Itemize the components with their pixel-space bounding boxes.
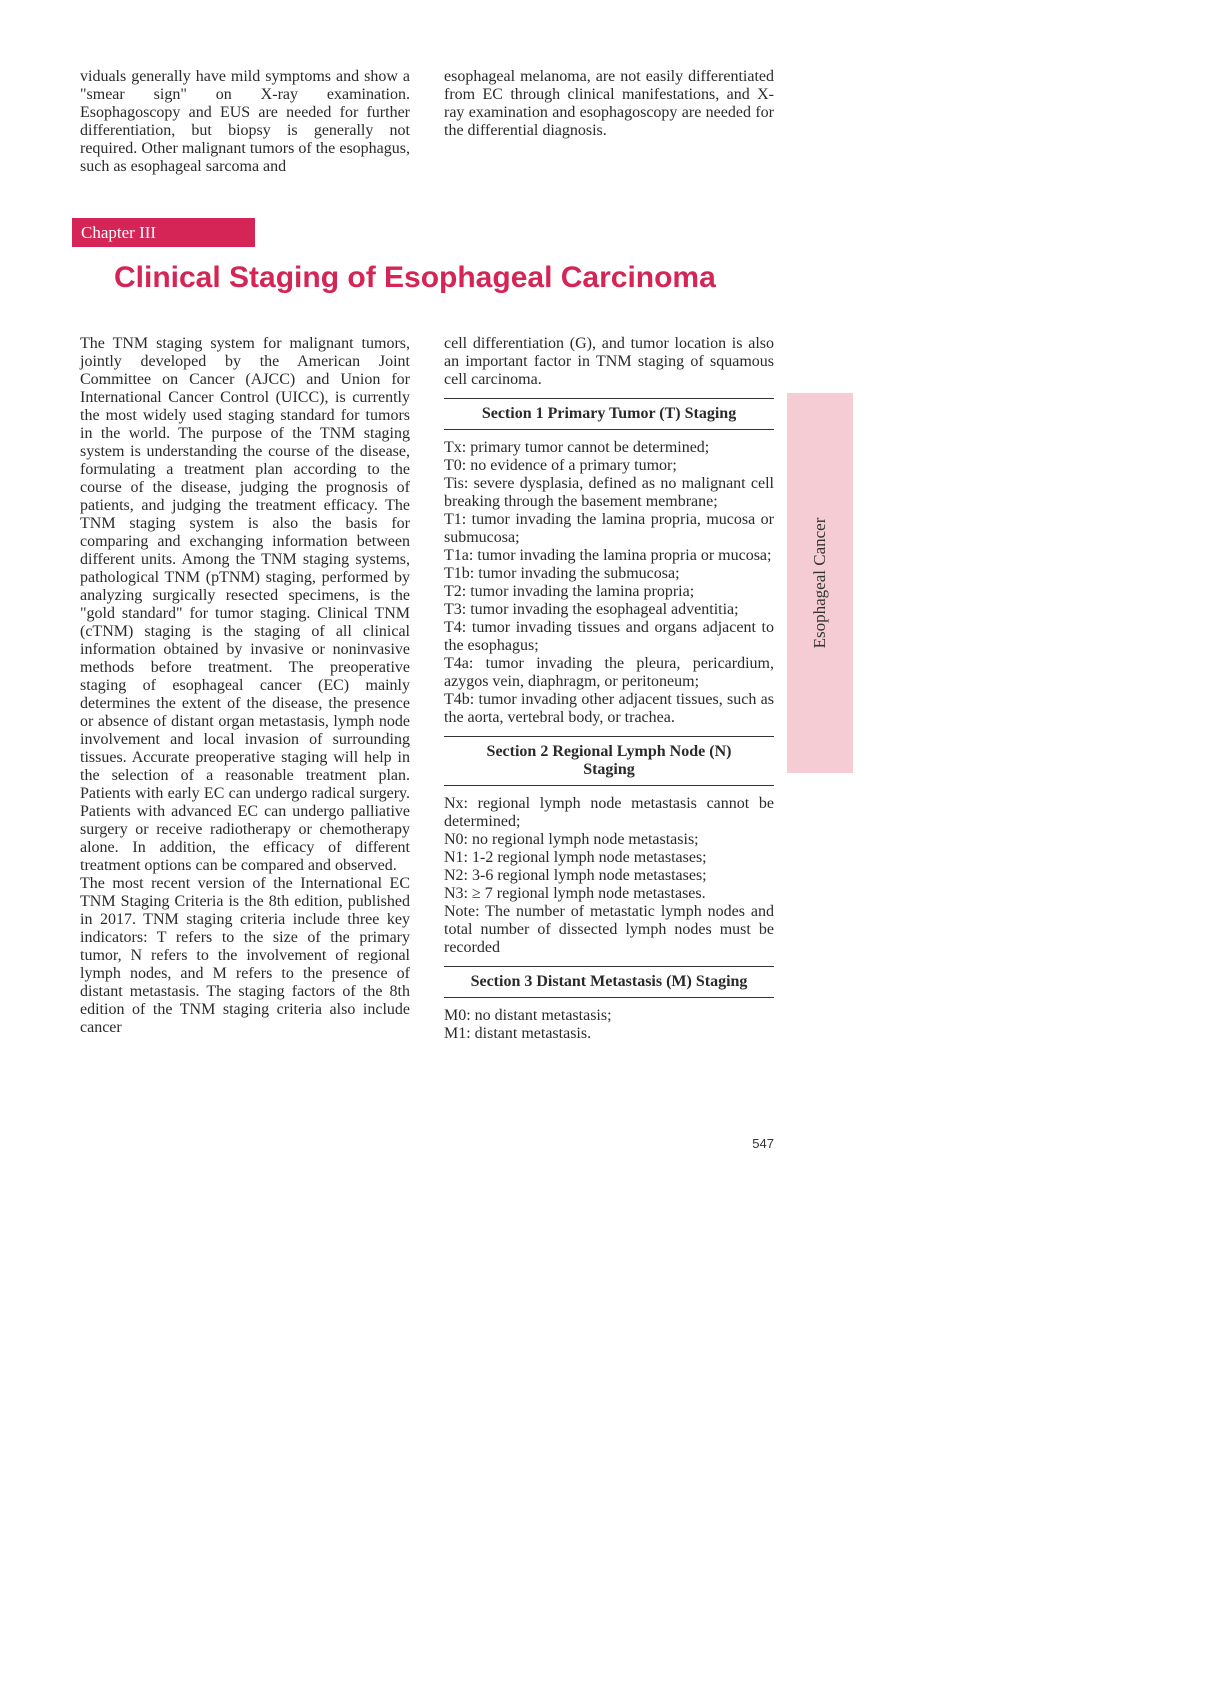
body-right-intro: cell differentiation (G), and tumor location is also an important factor in TNM staging of squamous cell carcinoma. [444, 335, 774, 388]
section-3-heading: Section 3 Distant Metastasis (M) Staging [444, 966, 774, 998]
section-2-item: N2: 3-6 regional lymph node metastases; [444, 867, 707, 884]
section-3-body [444, 1007, 774, 1043]
section-1-item: T0: no evidence of a primary tumor; [444, 457, 677, 474]
section-1-item: T3: tumor invading the esophageal adventitia; [444, 601, 739, 618]
section-2-heading: Section 2 Regional Lymph Node (N) Staging [444, 736, 774, 786]
section-1-item: T1b: tumor invading the submucosa; [444, 565, 680, 582]
section-1-item: T1: tumor invading the lamina propria, mucosa or submucosa; [444, 511, 774, 546]
page-number: 547 [752, 1136, 774, 1151]
section-2-item: N3: ≥ 7 regional lymph node metastases. [444, 885, 706, 902]
section-1-body [444, 439, 774, 727]
top-left-column [80, 68, 410, 176]
section-3-item: M0: no distant metastasis; [444, 1007, 612, 1024]
body-paragraph-1: The TNM staging system for malignant tumors, jointly developed by the American Joint Committee on Cancer (AJCC) and Union for International Cancer Control (UICC), is currently the most widely used staging standard for tumors in the world. The purpose of the TNM staging system is understanding the course of the disease, formulating a treatment plan according to the course of the disease, judging the prognosis of patients, and judging the treatment efficacy. The TNM staging system is also the basis for comparing and exchanging information between different units. Among the TNM staging systems, pathological TNM (pTNM) staging, performed by analyzing surgically resected specimens, is the "gold standard" for tumor staging. Clinical TNM (cTNM) staging is the staging of all clinical information obtained by invasive or noninvasive methods before treatment. The preoperative staging of esophageal cancer (EC) mainly determines the extent of the disease, the presence or absence of distant organ metastasis, lymph node involvement and local invasion of surrounding tissues. Accurate preoperative staging will help in the selection of a reasonable treatment plan. Patients with early EC can undergo radical surgery. Patients with advanced EC can undergo palliative surgery or receive radiotherapy or chemotherapy alone. In addition, the efficacy of different treatment options can be compared and observed. [80, 335, 410, 874]
section-2-body [444, 795, 774, 957]
section-3-item: M1: distant metastasis. [444, 1025, 592, 1042]
section-1-item: Tx: primary tumor cannot be determined; [444, 439, 710, 456]
section-1-item: T2: tumor invading the lamina propria; [444, 583, 695, 600]
section-1-heading: Section 1 Primary Tumor (T) Staging [444, 398, 774, 430]
section-1-item: T4: tumor invading tissues and organs adjacent to the esophagus; [444, 619, 774, 654]
section-1-item: T1a: tumor invading the lamina propria or mucosa; [444, 547, 772, 564]
side-tab-label: Esophageal Cancer [810, 517, 829, 649]
top-right-column [444, 68, 774, 140]
section-2-item: N1: 1-2 regional lymph node metastases; [444, 849, 707, 866]
section-1-item: T4a: tumor invading the pleura, pericardium, azygos vein, diaphragm, or peritoneum; [444, 655, 774, 690]
section-1-item: Tis: severe dysplasia, defined as no malignant cell breaking through the basement membrane; [444, 475, 774, 510]
section-2-item: N0: no regional lymph node metastasis; [444, 831, 699, 848]
section-1-item: T4b: tumor invading other adjacent tissues, such as the aorta, vertebral body, or trachea. [444, 691, 774, 726]
body-paragraph-2: The most recent version of the International EC TNM Staging Criteria is the 8th edition, published in 2017. TNM staging criteria include three key indicators: T refers to the size of the primary tumor, N refers to the involvement of regional lymph nodes, and M refers to the presence of distant metastasis. The staging factors of the 8th edition of the TNM staging criteria also include cancer [80, 875, 410, 1036]
side-tab [787, 393, 853, 773]
chapter-label: Chapter III [72, 218, 255, 247]
body-left-column [80, 335, 410, 1037]
top-left-paragraph: viduals generally have mild symptoms and show a "smear sign" on X-ray examination. Esophagoscopy and EUS are needed for further differentiation, but biopsy is generally not required. Other malignant tumors of the esophagus, such as esophageal sarcoma and [80, 68, 410, 175]
section-2-item: Note: The number of metastatic lymph nodes and total number of dissected lymph nodes must be recorded [444, 903, 774, 956]
top-right-paragraph: esophageal melanoma, are not easily differentiated from EC through clinical manifestations, and X-ray examination and esophagoscopy are needed for the differential diagnosis. [444, 68, 774, 139]
section-2-item: Nx: regional lymph node metastasis cannot be determined; [444, 795, 774, 830]
chapter-title: Clinical Staging of Esophageal Carcinoma [114, 261, 716, 294]
body-right-column [444, 335, 774, 1043]
